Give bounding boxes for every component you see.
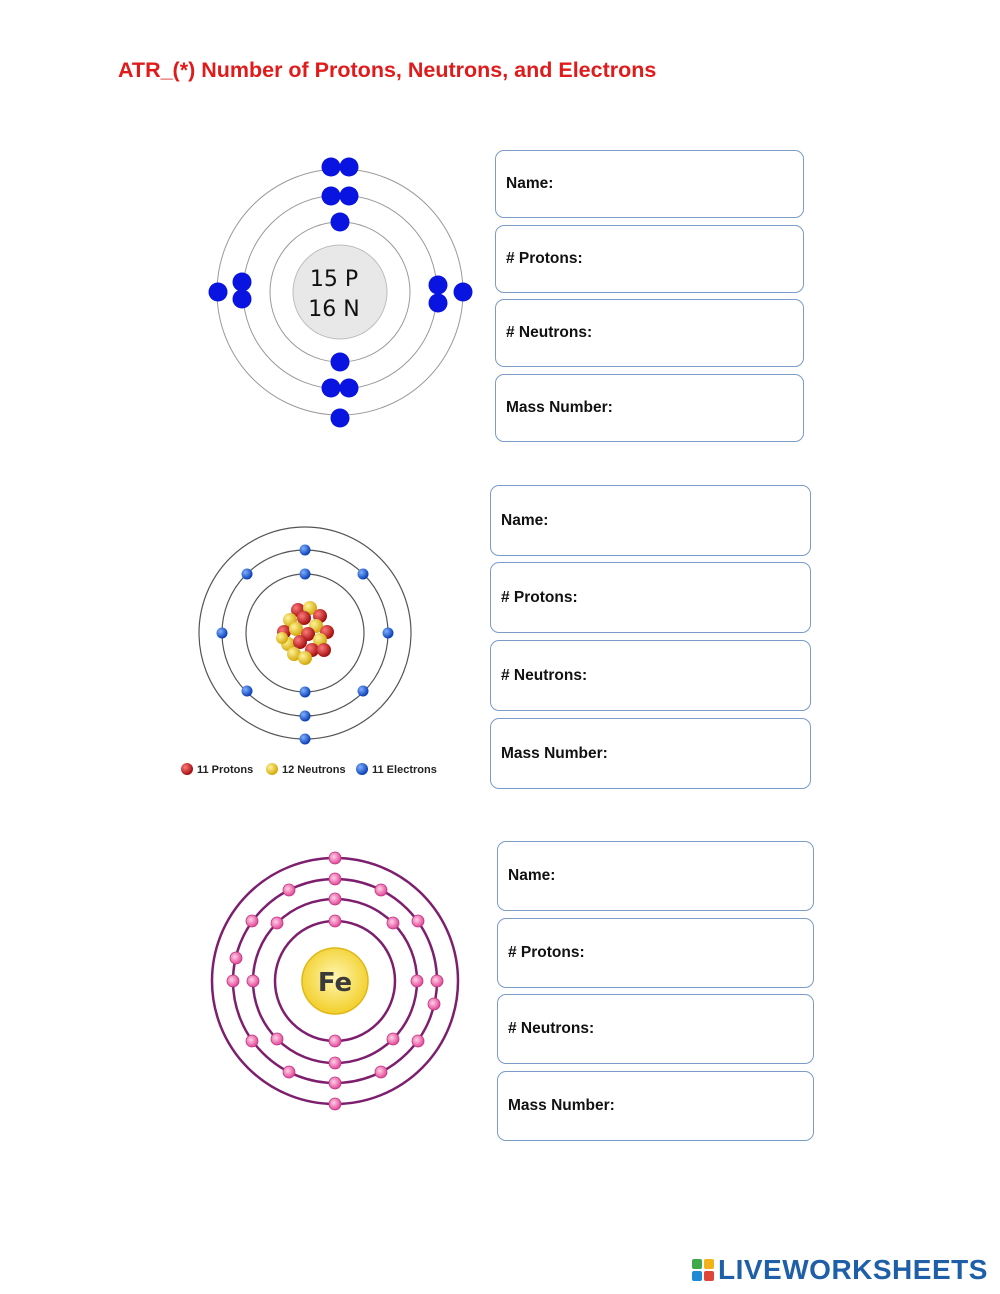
field-label: Name: [506,175,554,192]
field-label: Mass Number: [506,399,613,416]
electron [242,569,253,580]
electron [358,569,369,580]
electron [383,628,394,639]
electron [375,1066,387,1078]
electron [217,628,228,639]
brand-name: LIVEWORKSHEETS [718,1254,988,1285]
electron [331,353,350,372]
nucleus-neutrons-label: 16 N [308,297,360,322]
neutrons-field-atom-3[interactable] [497,994,814,1064]
electron [375,884,387,896]
electron [271,1033,283,1045]
protons-field-atom-1[interactable] [495,225,804,293]
mass-number-field-atom-3[interactable] [497,1071,814,1141]
field-label: # Neutrons: [501,666,588,684]
electron [331,213,350,232]
electron [331,409,350,428]
legend-electrons: 11 Electrons [372,764,437,776]
electron [322,187,341,206]
mass-number-field-atom-1[interactable] [495,374,804,442]
electron [300,545,311,556]
electron [246,1035,258,1047]
electron [227,975,239,987]
legend-protons: 11 Protons [197,764,254,776]
electron [329,1035,341,1047]
nucleus [293,245,387,339]
electron [329,1077,341,1089]
electron [242,686,253,697]
electron [247,975,259,987]
legend-proton-swatch [181,763,193,775]
electron [340,379,359,398]
electron [340,158,359,177]
electron [412,915,424,927]
field-label: Name: [508,867,556,884]
electron [411,975,423,987]
electron [271,917,283,929]
field-label: # Protons: [501,588,578,606]
protons-field-atom-2[interactable] [490,562,811,633]
atom-diagram-iron [205,850,465,1115]
atom-diagram-phosphorus [200,150,480,435]
electron [429,294,448,313]
electron [283,1066,295,1078]
electron [322,158,341,177]
field-label: Name: [501,511,549,529]
field-label: # Protons: [508,944,585,961]
electron [329,852,341,864]
electron [412,1035,424,1047]
legend-neutrons: 12 Neutrons [282,764,346,776]
nucleus-symbol: Fe [317,968,353,998]
nucleus-cluster [276,601,334,665]
field-label: # Protons: [506,250,583,267]
electron [209,283,228,302]
electron [300,734,311,745]
electron [283,884,295,896]
electron [230,952,242,964]
field-label: # Neutrons: [506,324,593,341]
legend-electron-swatch [356,763,368,775]
field-label: # Neutrons: [508,1020,595,1037]
electron [233,290,252,309]
field-label: Mass Number: [501,744,608,762]
logo-mark-icon [692,1259,714,1281]
electron [329,1098,341,1110]
name-field-atom-2[interactable] [490,485,811,556]
electron [358,686,369,697]
electron [387,917,399,929]
nucleus-protons-label: 15 P [309,267,359,292]
legend-neutron-swatch [266,763,278,775]
electron [329,893,341,905]
electron [428,998,440,1010]
electron [431,975,443,987]
brand-logo [692,1253,988,1287]
electron [300,711,311,722]
electron [246,915,258,927]
neutrons-field-atom-1[interactable] [495,299,804,367]
protons-field-atom-3[interactable] [497,918,814,988]
name-field-atom-3[interactable] [497,841,814,911]
page-title: ATR_(*) Number of Protons, Neutrons, and Electrons [118,58,657,82]
electron [233,273,252,292]
electron [300,687,311,698]
electron [329,915,341,927]
neutrons-field-atom-2[interactable] [490,640,811,711]
mass-number-field-atom-2[interactable] [490,718,811,789]
electron [387,1033,399,1045]
field-label: Mass Number: [508,1097,615,1114]
electron [340,187,359,206]
electron [300,569,311,580]
electron [429,276,448,295]
atom-diagram-sodium [170,510,455,785]
electron [322,379,341,398]
name-field-atom-1[interactable] [495,150,804,218]
electron [454,283,473,302]
electron [329,873,341,885]
electron [329,1057,341,1069]
